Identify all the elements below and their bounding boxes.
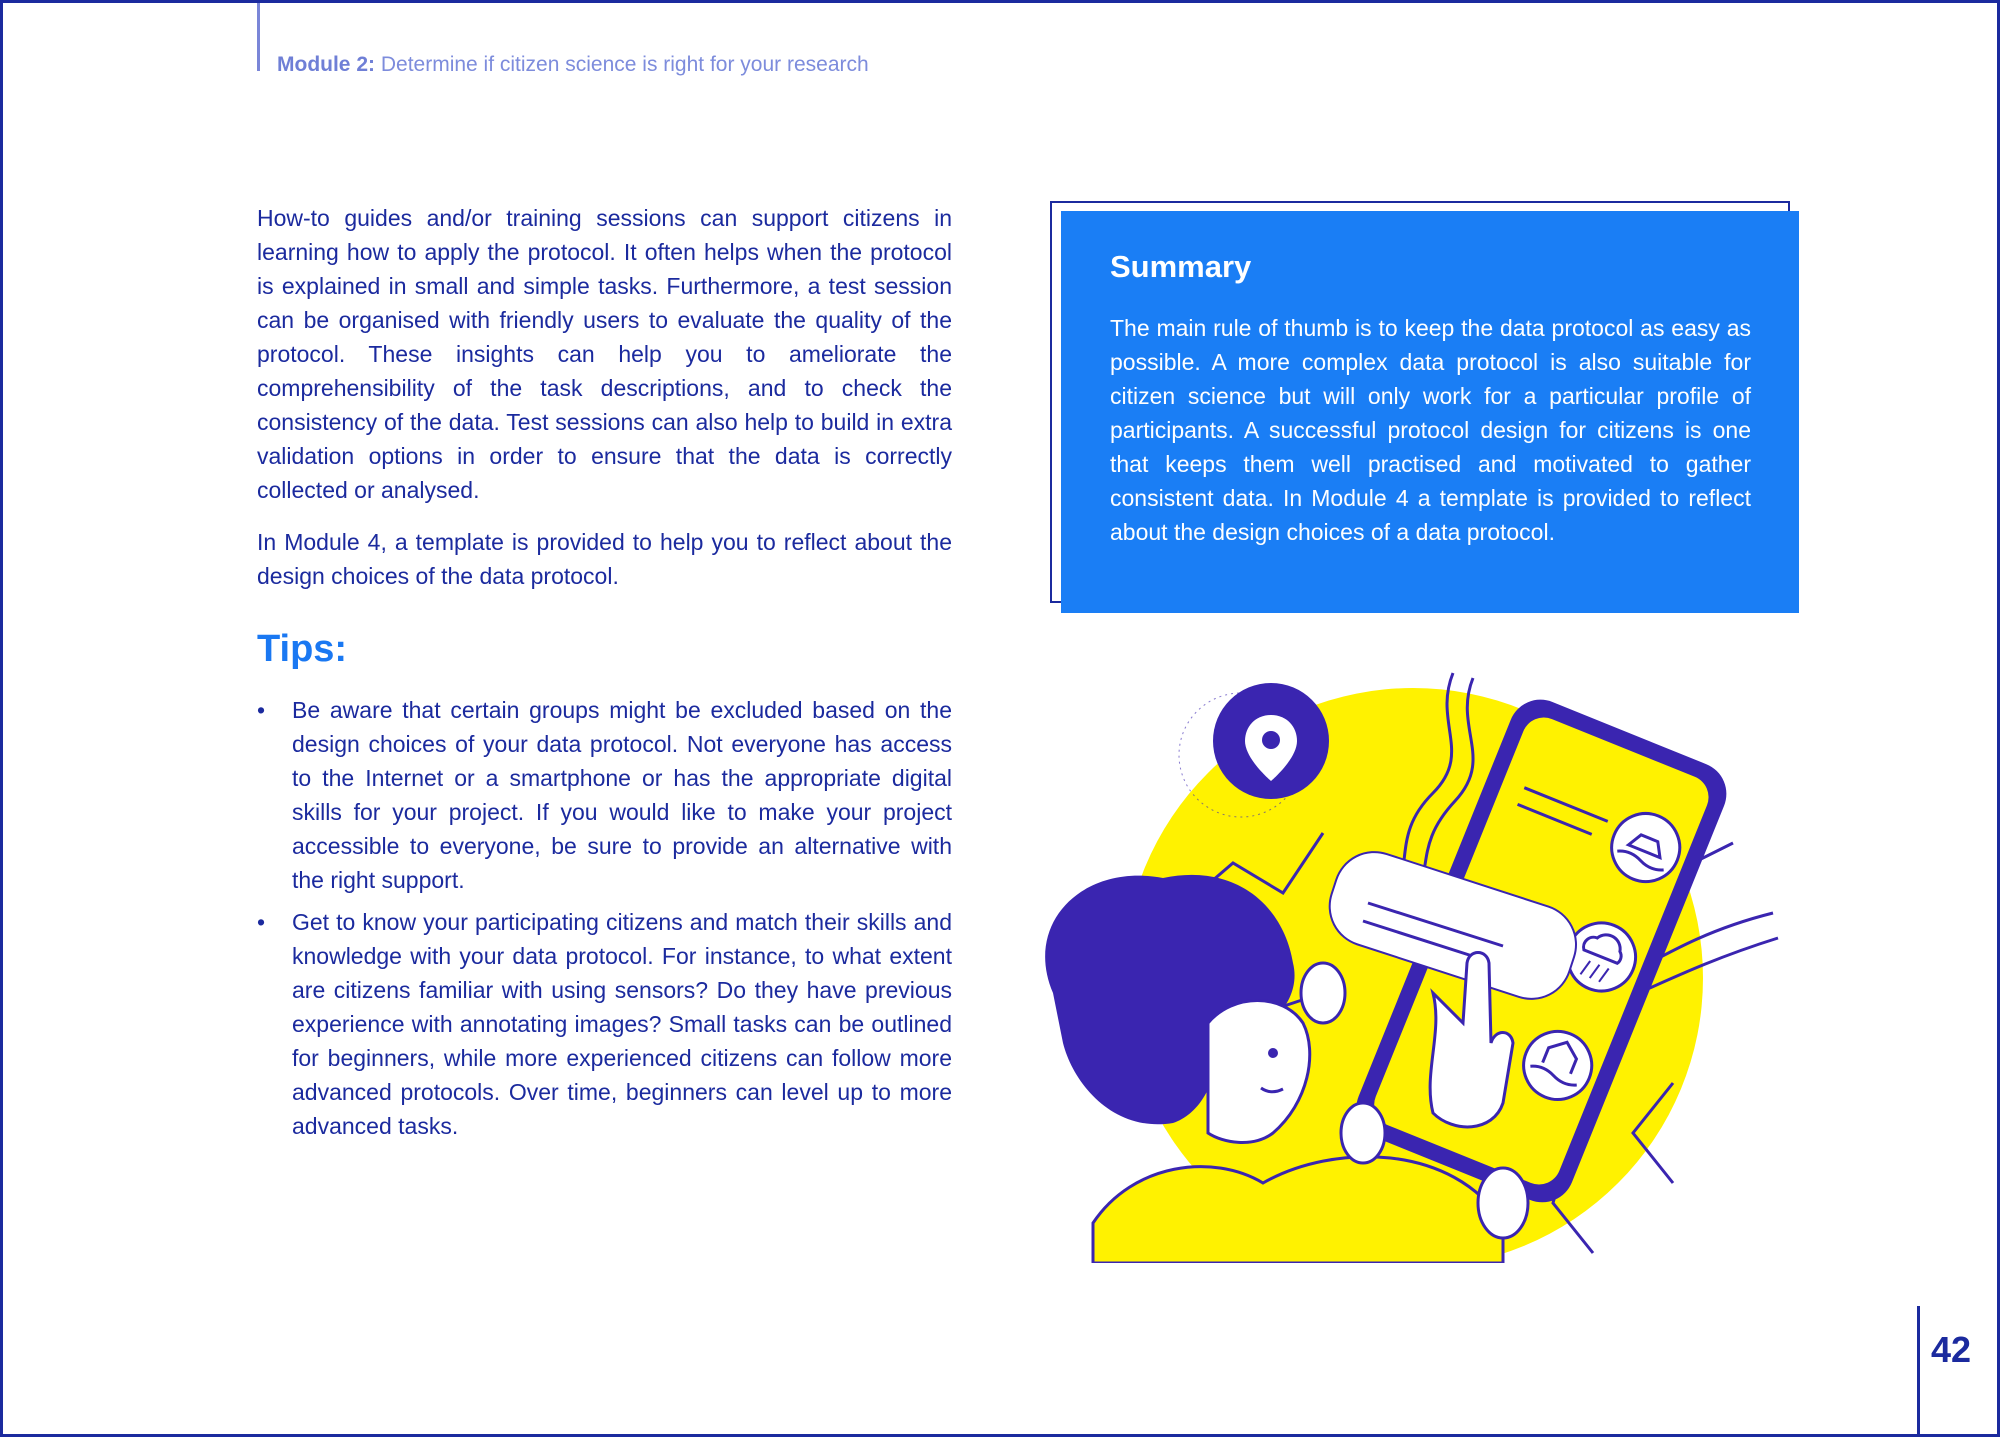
header-divider [257, 3, 260, 71]
citizen-smartphone-illustration [1033, 663, 1793, 1263]
page-number: 42 [1931, 1329, 1972, 1370]
body-paragraph: In Module 4, a template is provided to help you to reflect about the design choices of the data protocol. [257, 529, 952, 589]
summary-text: The main rule of thumb is to keep the data protocol as easy as possible. A more complex data protocol is also suitable for citizen science but will only work for a particular profile of participants. A successful protocol design for citizens is one that keeps them well practised and motivated to gather consistent data. In Module 4 a template is provided to reflect about the design choices of a data protocol. [1110, 315, 1751, 545]
tip-item [257, 905, 952, 1143]
summary-box [1061, 211, 1799, 613]
tip-text: Be aware that certain groups might be excluded based on the design choices of your data protocol. Not everyone has access to the Internet or a smartphone or has the appropriate digital skills for your project. If you would like to make your project accessible to everyone, be sure to provide an alternative with the right support. [292, 697, 952, 893]
summary-title: Summary [1110, 249, 1252, 284]
tips-heading: Tips: [257, 628, 348, 670]
main-text-column [257, 201, 952, 1151]
bullet: • [257, 697, 266, 723]
module-label: Module 2: [277, 53, 375, 76]
body-paragraph: How-to guides and/or training sessions can support citizens in learning how to apply the protocol. It often helps when the protocol is explained in small and simple tasks. Furthermore, a test session can be organised with friendly users to evaluate the quality of the protocol. These insights can help you to ameliorate the comprehensibility of the task descriptions, and to check the consistency of the data. Test sessions can also help to build in extra validation options in order to ensure that the data is correctly collected or analysed. [257, 205, 952, 503]
person-body [1093, 1157, 1503, 1263]
bullet: • [257, 909, 266, 935]
tip-text: Get to know your participating citizens and match their skills and knowledge with your data protocol. For instance, to what extent are citizens familiar with using sensors? Do they have previous experience with annotating images? Small tasks can be outlined for beginners, while more experienced citizens can follow more advanced protocols. Over time, beginners can level up to more advanced tasks. [292, 909, 952, 1139]
tip-item [257, 693, 952, 897]
tips-list [257, 693, 952, 1143]
page-number-divider [1917, 1306, 1920, 1437]
module-title: Determine if citizen science is right for your research [380, 53, 869, 76]
running-header [277, 53, 869, 77]
